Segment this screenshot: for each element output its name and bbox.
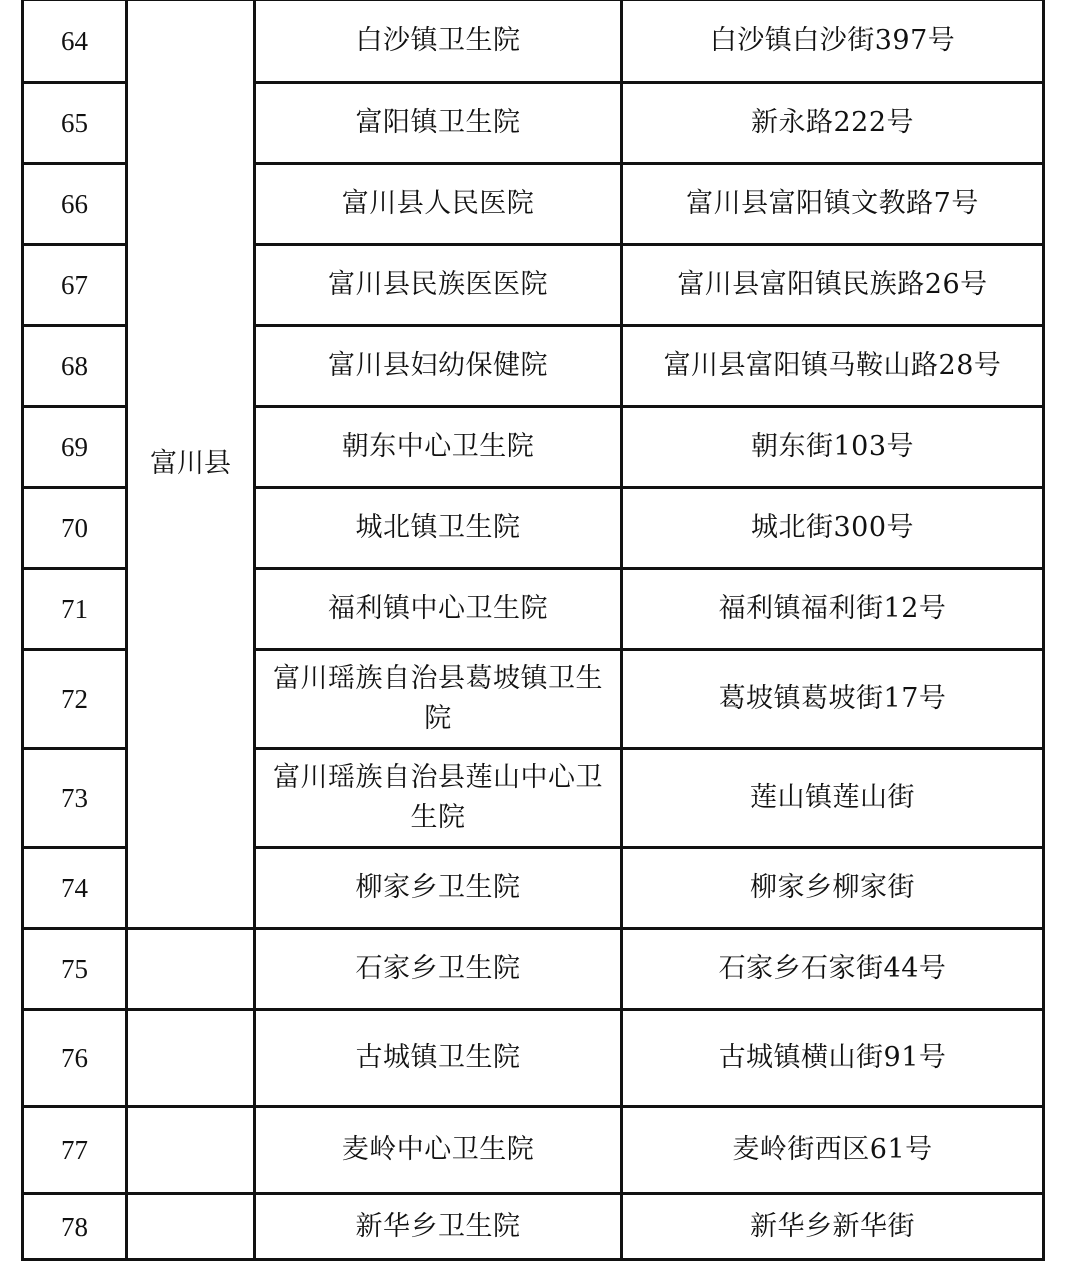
hospital-address: 柳家乡柳家街 <box>622 848 1044 929</box>
row-number: 73 <box>23 749 127 848</box>
hospital-name: 麦岭中心卫生院 <box>255 1107 622 1194</box>
hospital-name: 朝东中心卫生院 <box>255 407 622 488</box>
row-number: 77 <box>23 1107 127 1194</box>
hospital-name: 柳家乡卫生院 <box>255 848 622 929</box>
hospital-name: 富川县妇幼保健院 <box>255 326 622 407</box>
table-row <box>23 1194 1044 1260</box>
hospital-name: 城北镇卫生院 <box>255 488 622 569</box>
hospital-address: 新永路222号 <box>622 83 1044 164</box>
row-number: 71 <box>23 569 127 650</box>
hospital-name: 福利镇中心卫生院 <box>255 569 622 650</box>
hospital-address: 富川县富阳镇马鞍山路28号 <box>622 326 1044 407</box>
hospital-name: 富川瑶族自治县莲山中心卫生院 <box>255 749 622 848</box>
row-number: 65 <box>23 83 127 164</box>
table-row <box>23 0 1044 83</box>
hospital-name: 富川县民族医医院 <box>255 245 622 326</box>
hospital-address: 白沙镇白沙街397号 <box>622 0 1044 83</box>
row-number: 64 <box>23 0 127 83</box>
table-row <box>23 1107 1044 1194</box>
hospital-address: 古城镇横山街91号 <box>622 1010 1044 1107</box>
hospital-address: 朝东街103号 <box>622 407 1044 488</box>
hospital-name: 古城镇卫生院 <box>255 1010 622 1107</box>
hospital-address: 城北街300号 <box>622 488 1044 569</box>
table-row <box>23 929 1044 1010</box>
hospital-table <box>21 0 1045 1261</box>
hospital-name: 白沙镇卫生院 <box>255 0 622 83</box>
hospital-address: 富川县富阳镇文教路7号 <box>622 164 1044 245</box>
row-number: 76 <box>23 1010 127 1107</box>
row-number: 68 <box>23 326 127 407</box>
row-number: 75 <box>23 929 127 1010</box>
row-number: 66 <box>23 164 127 245</box>
row-number: 78 <box>23 1194 127 1260</box>
hospital-name: 富阳镇卫生院 <box>255 83 622 164</box>
row-number: 69 <box>23 407 127 488</box>
hospital-name: 石家乡卫生院 <box>255 929 622 1010</box>
row-number: 72 <box>23 650 127 749</box>
hospital-address: 福利镇福利街12号 <box>622 569 1044 650</box>
hospital-name: 新华乡卫生院 <box>255 1194 622 1260</box>
hospital-address: 麦岭街西区61号 <box>622 1107 1044 1194</box>
county-cell <box>127 1010 255 1107</box>
hospital-address: 葛坡镇葛坡街17号 <box>622 650 1044 749</box>
hospital-address: 莲山镇莲山街 <box>622 749 1044 848</box>
row-number: 67 <box>23 245 127 326</box>
table-row <box>23 1010 1044 1107</box>
county-cell <box>127 1107 255 1194</box>
county-cell <box>127 929 255 1010</box>
hospital-name: 富川瑶族自治县葛坡镇卫生院 <box>255 650 622 749</box>
row-number: 70 <box>23 488 127 569</box>
hospital-address: 石家乡石家街44号 <box>622 929 1044 1010</box>
row-number: 74 <box>23 848 127 929</box>
hospital-name: 富川县人民医院 <box>255 164 622 245</box>
county-cell <box>127 1194 255 1260</box>
hospital-address: 富川县富阳镇民族路26号 <box>622 245 1044 326</box>
county-cell: 富川县 <box>127 0 255 929</box>
hospital-address: 新华乡新华街 <box>622 1194 1044 1260</box>
